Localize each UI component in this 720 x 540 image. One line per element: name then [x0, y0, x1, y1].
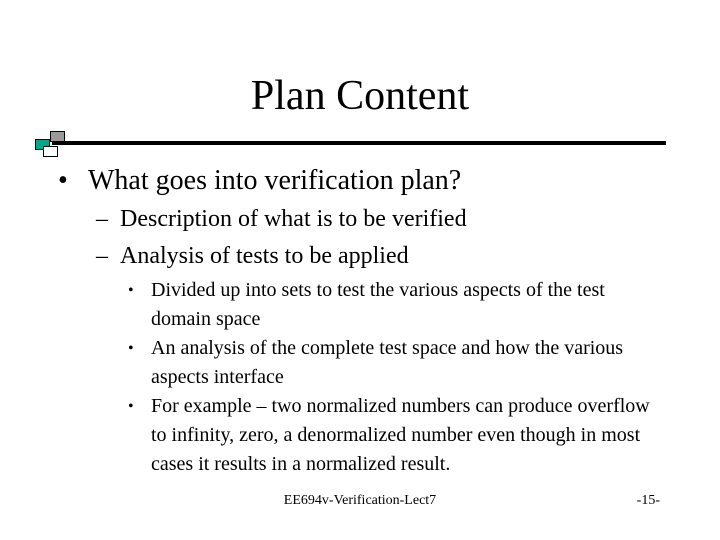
slide-title: Plan Content [250, 73, 470, 119]
detail-item-text: An analysis of the complete test space and how the various aspects interface [151, 337, 624, 388]
main-bullet [58, 164, 461, 198]
title-divider [52, 141, 666, 145]
sub-item [96, 204, 467, 234]
detail-item [128, 276, 668, 334]
bullet-marker: • [58, 165, 68, 196]
bullet-marker: • [128, 340, 134, 357]
dash-marker: – [96, 243, 108, 269]
sub-item [96, 241, 409, 271]
footer-course: EE694v-Verification-Lect7 [283, 493, 437, 508]
main-bullet-text: What goes into verification plan? [88, 165, 462, 196]
detail-item-text: For example – two normalized numbers can produce overflow to infinity, zero, a denormalized number even though in most cases it results in a normalized result. [151, 395, 650, 475]
detail-item [128, 334, 668, 392]
white-square-icon [43, 146, 58, 157]
dash-marker: – [96, 206, 108, 232]
detail-item [128, 392, 668, 479]
sub-item-text: Description of what is to be verified [120, 206, 467, 232]
footer-page-number: -15- [636, 493, 660, 508]
sub-item-text: Analysis of tests to be applied [120, 243, 409, 269]
bullet-marker: • [128, 282, 134, 299]
detail-item-text: Divided up into sets to test the various aspects of the test domain space [151, 279, 605, 330]
bullet-marker: • [128, 398, 134, 415]
